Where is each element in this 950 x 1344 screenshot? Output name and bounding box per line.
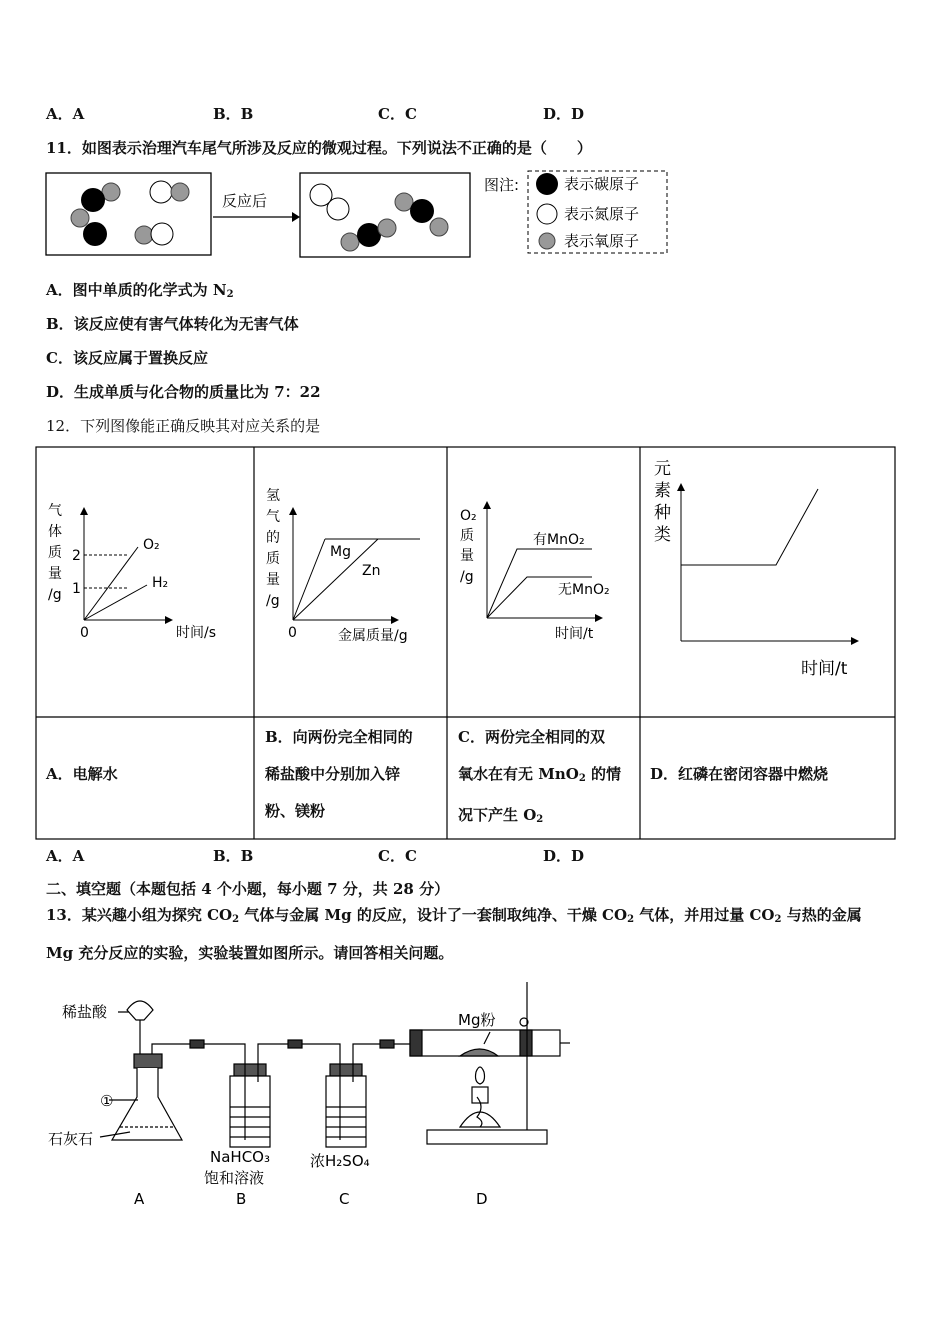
svg-text:量: 量 <box>266 572 280 588</box>
graph-b <box>266 488 420 644</box>
svg-text:/g: /g <box>460 569 474 585</box>
q12-option-b: B．B <box>213 847 254 865</box>
svg-text:Mg: Mg <box>330 544 351 560</box>
svg-text:A: A <box>134 1190 145 1208</box>
svg-text:饱和溶液: 饱和溶液 <box>204 1169 265 1187</box>
q12-option-d: D．D <box>543 847 585 865</box>
svg-text:/g: /g <box>48 587 62 603</box>
svg-text:O₂: O₂ <box>143 537 160 553</box>
stand-base <box>427 1130 547 1144</box>
svg-text:质: 质 <box>266 551 280 567</box>
graph-c <box>460 502 610 642</box>
carbon-atom <box>83 222 107 246</box>
q10-option-a: A．A <box>46 105 85 123</box>
svg-text:表示碳原子: 表示碳原子 <box>564 175 640 193</box>
svg-text:无MnO₂: 无MnO₂ <box>558 582 610 598</box>
q10-option-c: C．C <box>378 105 417 123</box>
svg-text:2: 2 <box>72 548 81 564</box>
svg-text:有MnO₂: 有MnO₂ <box>533 532 585 548</box>
svg-text:/g: /g <box>266 593 280 609</box>
carbon-legend-icon <box>536 173 558 195</box>
bottle-b <box>230 1076 270 1147</box>
q12-caption-d: D．红磷在密闭容器中燃烧 <box>650 765 829 783</box>
svg-text:表示氧原子: 表示氧原子 <box>564 232 640 250</box>
svg-text:体: 体 <box>48 524 62 540</box>
q12-caption-c: C．两份完全相同的双 氧水在有无 MnO$_2$ 的情 况下产生 $O_2$ <box>458 728 622 825</box>
svg-text:质: 质 <box>460 528 474 544</box>
q11-option-b: B．该反应使有害气体转化为无害气体 <box>46 315 299 333</box>
flask-a <box>112 1068 182 1140</box>
q12-option-c: C．C <box>378 847 417 865</box>
q12-stem: 12．下列图像能正确反映其对应关系的是 <box>46 417 321 435</box>
q12-caption-a: A．电解水 <box>46 765 118 783</box>
q11-option-d: D．生成单质与化合物的质量比为 7：22 <box>46 383 321 401</box>
nitrogen-legend-icon <box>537 204 557 224</box>
svg-text:NaHCO₃: NaHCO₃ <box>210 1148 270 1166</box>
flame <box>476 1067 485 1084</box>
carbon-atom <box>81 188 105 212</box>
graph-a <box>48 503 216 641</box>
svg-text:时间/s: 时间/s <box>176 625 217 641</box>
q11-reaction-diagram <box>40 165 680 265</box>
q12-caption-b: B．向两份完全相同的 稀盐酸中分别加入锌 粉、镁粉 <box>265 728 413 820</box>
svg-text:C: C <box>339 1190 350 1208</box>
svg-text:B: B <box>236 1190 247 1208</box>
svg-text:质: 质 <box>48 545 62 561</box>
funnel <box>127 1001 153 1020</box>
svg-text:H₂: H₂ <box>152 575 169 591</box>
svg-text:气: 气 <box>266 509 280 525</box>
svg-text:元: 元 <box>654 459 671 479</box>
svg-text:时间/t: 时间/t <box>555 626 594 642</box>
svg-text:O₂: O₂ <box>460 508 477 524</box>
svg-text:0: 0 <box>288 625 297 641</box>
svg-text:素: 素 <box>654 481 671 501</box>
stopper-b <box>234 1064 266 1076</box>
svg-text:石灰石: 石灰石 <box>48 1130 94 1148</box>
svg-text:量: 量 <box>48 566 62 582</box>
bottle-c <box>326 1076 366 1147</box>
q11-option-a: A．图中单质的化学式为 $N_2$ <box>46 281 234 300</box>
svg-text:0: 0 <box>80 625 89 641</box>
stopper-a <box>134 1054 162 1068</box>
legend-title: 图注: <box>484 176 520 194</box>
graph-d <box>654 459 858 679</box>
q13-apparatus-diagram <box>40 972 600 1222</box>
svg-text:金属质量/g: 金属质量/g <box>338 628 408 644</box>
svg-text:1: 1 <box>72 581 81 597</box>
svg-text:Mg粉: Mg粉 <box>458 1011 496 1029</box>
q10-option-b: B．B <box>213 105 254 123</box>
svg-text:的: 的 <box>266 530 280 546</box>
oxygen-legend-icon <box>539 233 555 249</box>
svg-text:氢: 氢 <box>266 488 280 504</box>
svg-text:表示氮原子: 表示氮原子 <box>564 205 640 223</box>
q11-stem: 11．如图表示治理汽车尾气所涉及反应的微观过程。下列说法不正确的是（ ） <box>46 139 592 157</box>
stopper-c <box>330 1064 362 1076</box>
svg-text:类: 类 <box>654 525 671 545</box>
svg-text:气: 气 <box>48 503 62 519</box>
svg-text:时间/t: 时间/t <box>801 659 848 679</box>
q13-line-1: 13．某兴趣小组为探究 $CO_2$ 气体与金属 Mg 的反应，设计了一套制取纯净、干燥 $CO_2$ 气体，并用过量 $CO_2$ 与热的金属 <box>46 906 862 925</box>
svg-text:Zn: Zn <box>362 563 381 579</box>
svg-text:①: ① <box>100 1092 114 1110</box>
svg-text:种: 种 <box>654 503 671 523</box>
svg-text:稀盐酸: 稀盐酸 <box>62 1003 108 1021</box>
section-2-heading: 二、填空题（本题包括 4 个小题，每小题 7 分，共 28 分） <box>46 880 450 898</box>
q10-option-d: D．D <box>543 105 585 123</box>
svg-text:量: 量 <box>460 548 474 564</box>
q11-option-c: C．该反应属于置换反应 <box>46 349 208 367</box>
arrow-icon <box>292 212 300 222</box>
arrow-label: 反应后 <box>222 192 268 210</box>
q12-option-a: A．A <box>46 847 85 865</box>
svg-text:D: D <box>476 1190 488 1208</box>
svg-text:浓H₂SO₄: 浓H₂SO₄ <box>310 1152 370 1170</box>
q13-line-2: Mg 充分反应的实验，实验装置如图所示。请回答相关问题。 <box>46 944 454 962</box>
